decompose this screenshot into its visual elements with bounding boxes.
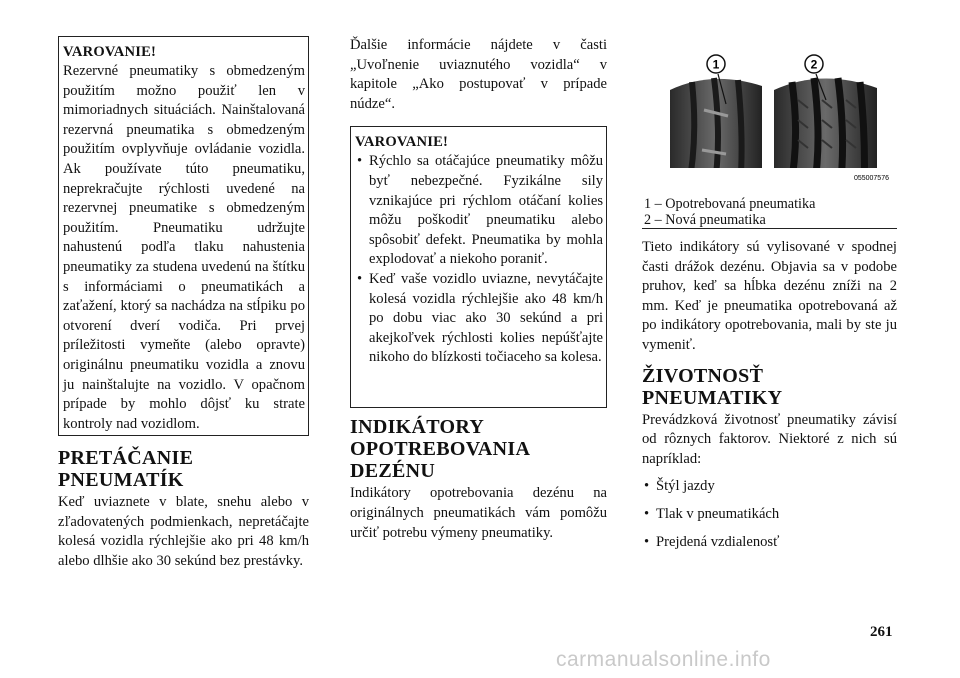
column-left [58,36,309,571]
section-heading-tire-spinning: PRETÁČANIE PNEUMATÍK [58,447,194,491]
paragraph-wear-indicators: Indikátory opotrebovania dezénu na originálnych pneumatikách vám pomôžu určiť potrebu výmeny pneumatiky. [350,485,607,541]
callout-1-label: 1 [712,57,720,72]
paragraph-more-info: Ďalšie informácie nájdete v časti „Uvoľnenie uviaznutého vozidla“ v kapitole „Ako postupovať v prípade núdze“. [350,37,607,112]
warning-box-spare-tire [58,36,309,436]
warning-bullet: • Keď vaše vozidlo uviazne, nevytáčajte kolesá vozidla rýchlejšie ako 48 km/h po dobu viac ako 30 sekúnd a pri akejkoľvek rýchlosti kolies nepúšťajte nikoho do blízkosti točiaceho sa kolesa. [355,270,603,368]
callout-2-label: 2 [810,57,818,72]
warning-title: VAROVANIE! [63,44,157,60]
warning-text: Rezervné pneumatiky s obmedzeným použitím možno použiť len v mimoriadnych situáciách. Nainštalovaná rezervná pneumatika s obmedzeným použitím ovplyvňuje ovládanie vozidla. Ak používate túto pneumatiku, neprekračujte rýchlosti uvedené na rezervnej pneumatike s obmedzeným použitím. Pneumatiku udržujte nahustenú podľa tlaku nahustenia pneumatiky za studena uvedenú na štítku s informáciami o pneumatikách a zaťažení, ktorý sa nachádza na stĺpiku po otvorení dverí vodiča. Pri prvej príležitosti vymeňte (alebo opravte) originálnu pneumatiku vozidla a znovu ju nainštalujte na vozidlo. V opačnom prípade by mohlo dôjsť ku strate kontroly nad vozidlom. [63,63,305,432]
paragraph-indicators-detail: Tieto indikátory sú vylisované v spodnej časti drážok dezénu. Objavia sa v podobe pruhov, keď sa hĺbka dezénu zníži na 2 mm. Keď je pneumatika opotrebovaná až po indikátory opotrebovania, mali by ste ju vymeniť. [642,239,897,353]
section-heading-tire-life: ŽIVOTNOSŤ PNEUMATIKY [642,364,783,409]
paragraph-tire-spinning: Keď uviaznete v blate, snehu alebo v zľadovatených podmienkach, nepretáčajte kolesá vozidla rýchlejšie ako pri 48 km/h alebo dlhšie ako 30 sekúnd bez prestávky. [58,494,309,569]
watermark: carmanualsonline.info [556,648,771,671]
column-right [642,36,897,560]
page-number: 261 [870,624,893,640]
paragraph-tire-life: Prevádzková životnosť pneumatiky závisí od rôznych faktorov. Niektoré z nich sú napríklad: [642,411,897,467]
column-middle [350,36,607,543]
caption-divider [642,212,897,229]
factor-item: • Tlak v pneumatikách [642,505,897,525]
tire-wear-figure [642,50,897,190]
warning-box-spinning [350,126,607,408]
figure-code: 055007576 [853,175,889,182]
warning-title: VAROVANIE! [355,134,449,151]
section-heading-wear-indicators: INDIKÁTORY OPOTREBOVANIA DEZÉNU [350,416,530,483]
tire-life-factors [642,477,897,552]
factor-item: • Štýl jazdy [642,477,897,497]
caption-new-tire: 2 – Nová pneumatika [644,212,766,228]
warning-bullet: • Rýchlo sa otáčajúce pneumatiky môžu byť nebezpečné. Fyzikálne sily vznikajúce pri rýchlom otáčaní kolies môžu poškodiť pneumatiku alebo spôsobiť defekt. Pneumatika by mohla explodovať a niekoho poraniť. [355,152,603,270]
tire-illustration [642,50,897,190]
warning-bullets [355,152,603,368]
caption-worn-tire: 1 – Opotrebovaná pneumatika [644,196,816,212]
factor-item: • Prejdená vzdialenosť [642,533,897,553]
